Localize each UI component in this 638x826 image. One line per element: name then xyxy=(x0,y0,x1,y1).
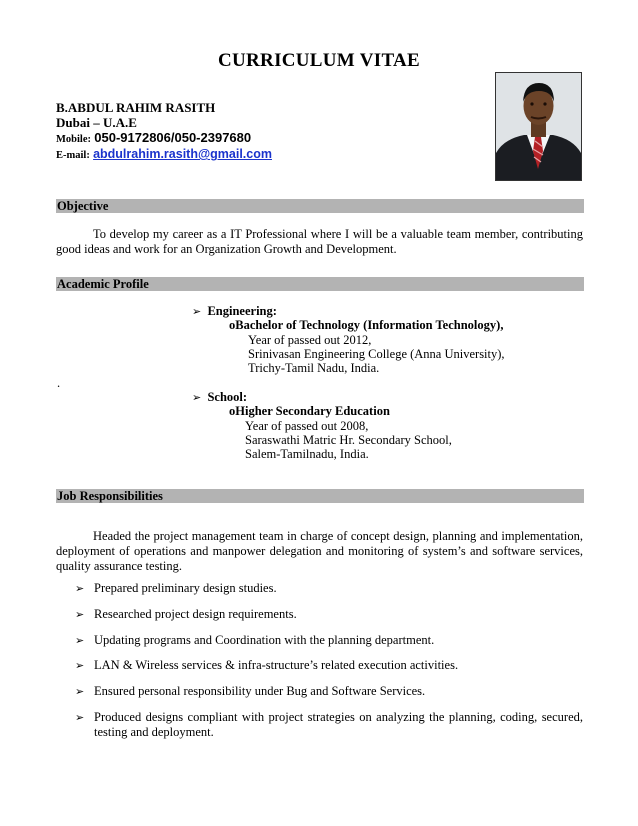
objective-body: To develop my career as a IT Professional where I will be a valuable team member, contributing good ideas and work for an Organization Growth and Development. xyxy=(56,227,583,256)
engineering-item xyxy=(192,304,277,319)
mobile-label: Mobile: xyxy=(56,134,91,145)
list-item xyxy=(75,684,583,699)
list-item-text: Ensured personal responsibility under Bug and Software Services. xyxy=(94,684,426,698)
engineering-degree-text: Bachelor of Technology (Information Technology), xyxy=(235,318,504,332)
list-item xyxy=(75,658,583,673)
school-college: Saraswathi Matric Hr. Secondary School, xyxy=(245,433,452,447)
school-item xyxy=(192,390,247,405)
engineering-year: Year of passed out 2012, xyxy=(248,333,372,347)
list-item-text: Researched project design requirements. xyxy=(94,607,297,621)
arrow-bullet-icon: ➢ xyxy=(75,608,85,621)
mobile-number: 050-9172806/050-2397680 xyxy=(94,130,252,145)
objective-text xyxy=(56,227,583,257)
section-heading-jobs: Job Responsibilities xyxy=(56,489,584,503)
page-title: CURRICULUM VITAE xyxy=(217,50,421,71)
section-heading-academic: Academic Profile xyxy=(56,277,584,291)
list-item xyxy=(75,607,583,622)
section-heading-objective: Objective xyxy=(56,199,584,213)
arrow-bullet-icon: ➢ xyxy=(192,391,202,404)
email-label: E-mail: xyxy=(56,150,90,161)
school-degree xyxy=(229,404,390,419)
school-label: School: xyxy=(207,390,248,404)
arrow-bullet-icon: ➢ xyxy=(75,685,85,698)
mobile-line xyxy=(56,130,251,146)
candidate-location: Dubai – U.A.E xyxy=(56,115,137,130)
email-line xyxy=(56,146,272,162)
engineering-college: Srinivasan Engineering College (Anna University), xyxy=(248,347,505,361)
email-link[interactable]: abdulrahim.rasith@gmail.com xyxy=(93,147,272,161)
list-item-text: Produced designs compliant with project strategies on analyzing the planning, coding, secured, testing and deployment. xyxy=(94,710,583,739)
arrow-bullet-icon: ➢ xyxy=(75,634,85,647)
engineering-label: Engineering: xyxy=(207,304,277,318)
list-item-text: Prepared preliminary design studies. xyxy=(94,581,277,595)
list-item-text: LAN & Wireless services & infra-structure’s related execution activities. xyxy=(94,658,459,672)
circle-bullet-icon: o xyxy=(229,404,236,418)
list-item xyxy=(75,633,583,648)
list-item-text: Updating programs and Coordination with the planning department. xyxy=(94,633,435,647)
school-degree-text: Higher Secondary Education xyxy=(235,404,390,418)
arrow-bullet-icon: ➢ xyxy=(75,582,85,595)
list-item xyxy=(75,710,583,740)
arrow-bullet-icon: ➢ xyxy=(75,659,85,672)
engineering-place: Trichy-Tamil Nadu, India. xyxy=(248,361,380,375)
arrow-bullet-icon: ➢ xyxy=(75,711,85,724)
jobs-intro-body: Headed the project management team in charge of concept design, planning and implementation, deployment of operations and manpower delegation and monitoring of system’s and software services, quality assurance testing. xyxy=(56,529,583,573)
engineering-degree xyxy=(229,318,503,333)
profile-photo xyxy=(495,72,582,181)
school-place: Salem-Tamilnadu, India. xyxy=(245,447,369,461)
circle-bullet-icon: o xyxy=(229,318,236,332)
arrow-bullet-icon: ➢ xyxy=(192,305,202,318)
list-item xyxy=(75,581,583,596)
candidate-name: B.ABDUL RAHIM RASITH xyxy=(56,100,216,115)
profile-photo-icon xyxy=(496,73,581,180)
stray-mark: . xyxy=(57,376,61,390)
school-year: Year of passed out 2008, xyxy=(245,419,369,433)
jobs-intro xyxy=(56,529,583,574)
